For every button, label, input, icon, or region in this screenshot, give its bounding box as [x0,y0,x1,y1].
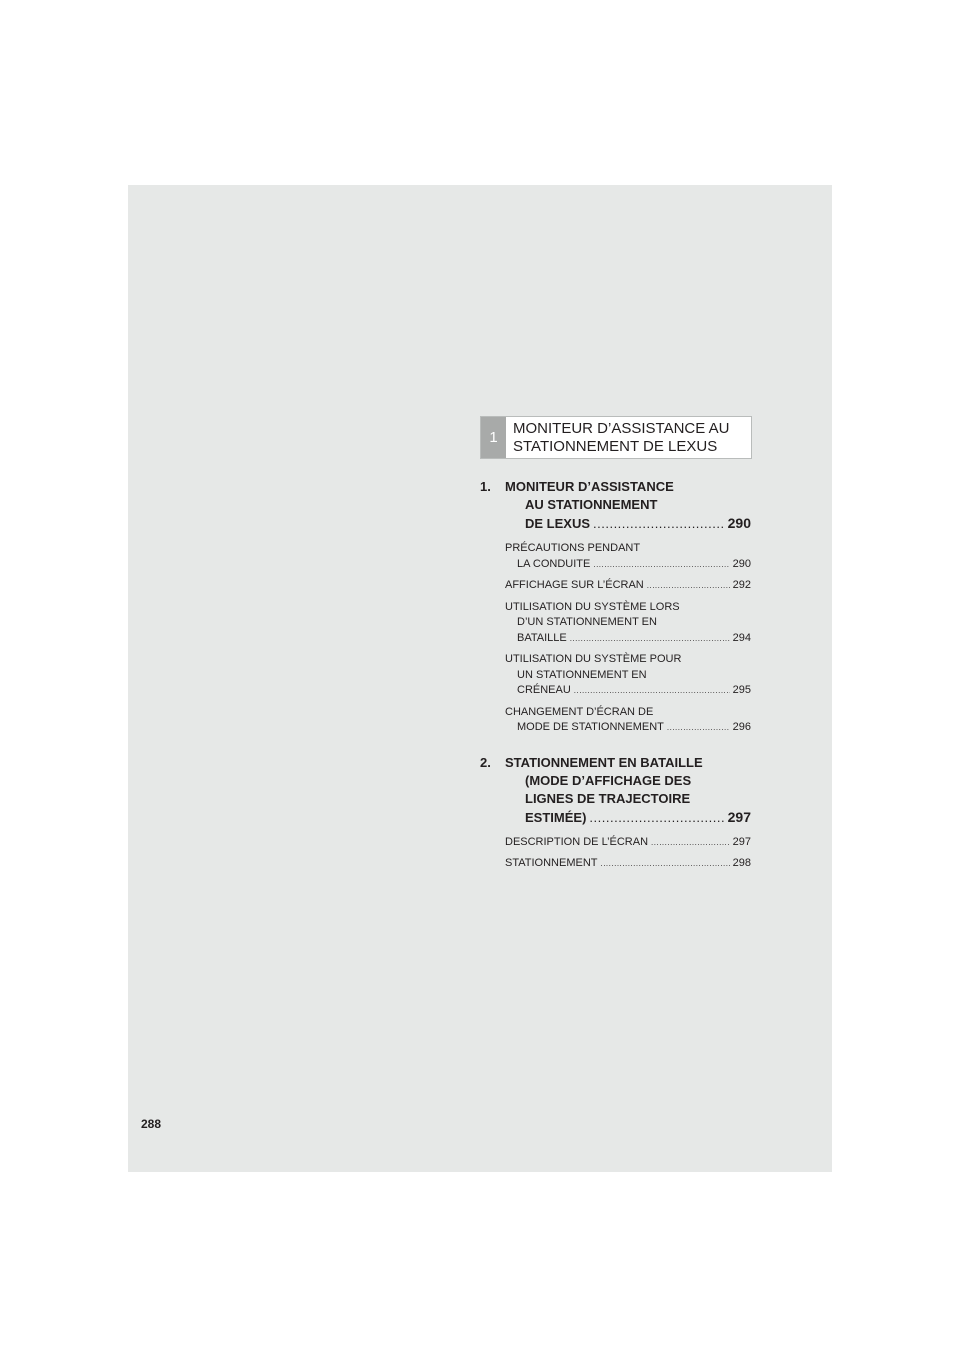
toc-entry[interactable] [505,652,751,699]
entry-last-line [505,683,751,699]
chapter-number: 1. [480,479,491,494]
toc-entry[interactable] [505,705,751,736]
section-header [480,416,752,459]
toc-entry[interactable] [505,600,751,647]
chapter-title-line: AU STATIONNEMENT [525,497,658,512]
chapter-number: 2. [480,754,491,770]
section-number: 1 [481,417,506,458]
page-ref: 294 [732,631,751,644]
leader-dots [589,809,724,827]
entry-line: LA CONDUITE [517,557,591,570]
chapter-title-line: DE LEXUS [525,516,591,531]
page-ref: 297 [732,835,751,848]
page-number: 288 [141,1117,162,1131]
entry-line: PRÉCAUTIONS PENDANT [505,542,641,554]
page-ref: 295 [732,684,751,696]
entry-line: D’UN STATIONNEMENT EN [517,616,657,628]
entry-line: STATIONNEMENT [505,857,598,869]
entry-last-line [505,557,751,573]
entry-line: UN STATIONNEMENT EN [517,668,647,681]
chapter-title-last-line [505,514,751,533]
toc-entries [505,835,751,872]
entry-last-line [505,835,751,851]
entry-line: BATAILLE [517,631,567,644]
entry-line: UTILISATION DU SYSTÈME LORS [505,600,680,613]
chapter-title-line: MONITEUR D’ASSISTANCE [505,479,674,494]
leader-dots [574,683,730,699]
chapter-title-line: (MODE D’AFFICHAGE DES [525,772,692,788]
chapter-title-line: STATIONNEMENT EN BATAILLE [505,754,703,770]
toc-entry[interactable] [505,835,751,851]
toc-chapter-1[interactable] [480,478,751,533]
section-title: MONITEUR D’ASSISTANCE AU STATIONNEMENT DE LEXUS [513,420,730,455]
entry-last-line [505,578,751,594]
entry-line: CRÉNEAU [517,684,571,696]
chapter-title-line: LIGNES DE TRAJECTOIRE [525,790,691,806]
entry-last-line [505,720,751,736]
toc-entries [505,541,751,736]
toc-entry[interactable] [505,541,751,572]
table-of-contents [480,478,751,890]
leader-dots [593,557,729,573]
toc-entry[interactable] [505,578,751,594]
leader-dots [667,720,730,736]
toc-entry[interactable] [505,856,751,872]
page-ref: 296 [732,721,751,733]
leader-dots [647,578,730,594]
entry-line: MODE DE STATIONNEMENT [517,721,664,733]
chapter-title-last-line [505,808,751,827]
entry-line: DESCRIPTION DE L’ÉCRAN [505,835,649,848]
leader-dots [570,631,730,647]
page-ref: 290 [727,515,751,531]
toc-chapter-2[interactable] [480,754,751,827]
entry-line: UTILISATION DU SYSTÈME POUR [505,653,682,665]
entry-last-line [505,856,751,872]
entry-line: CHANGEMENT D’ÉCRAN DE [505,705,654,718]
page-ref: 290 [732,557,751,570]
page-ref: 298 [732,857,751,869]
entry-last-line [505,631,751,647]
leader-dots [593,515,725,533]
entry-line: AFFICHAGE SUR L’ÉCRAN [505,579,644,591]
page-ref: 292 [732,579,751,591]
leader-dots [600,856,729,872]
leader-dots [651,835,730,851]
page-ref: 297 [727,808,751,825]
chapter-title-line: ESTIMÉE) [525,809,587,825]
